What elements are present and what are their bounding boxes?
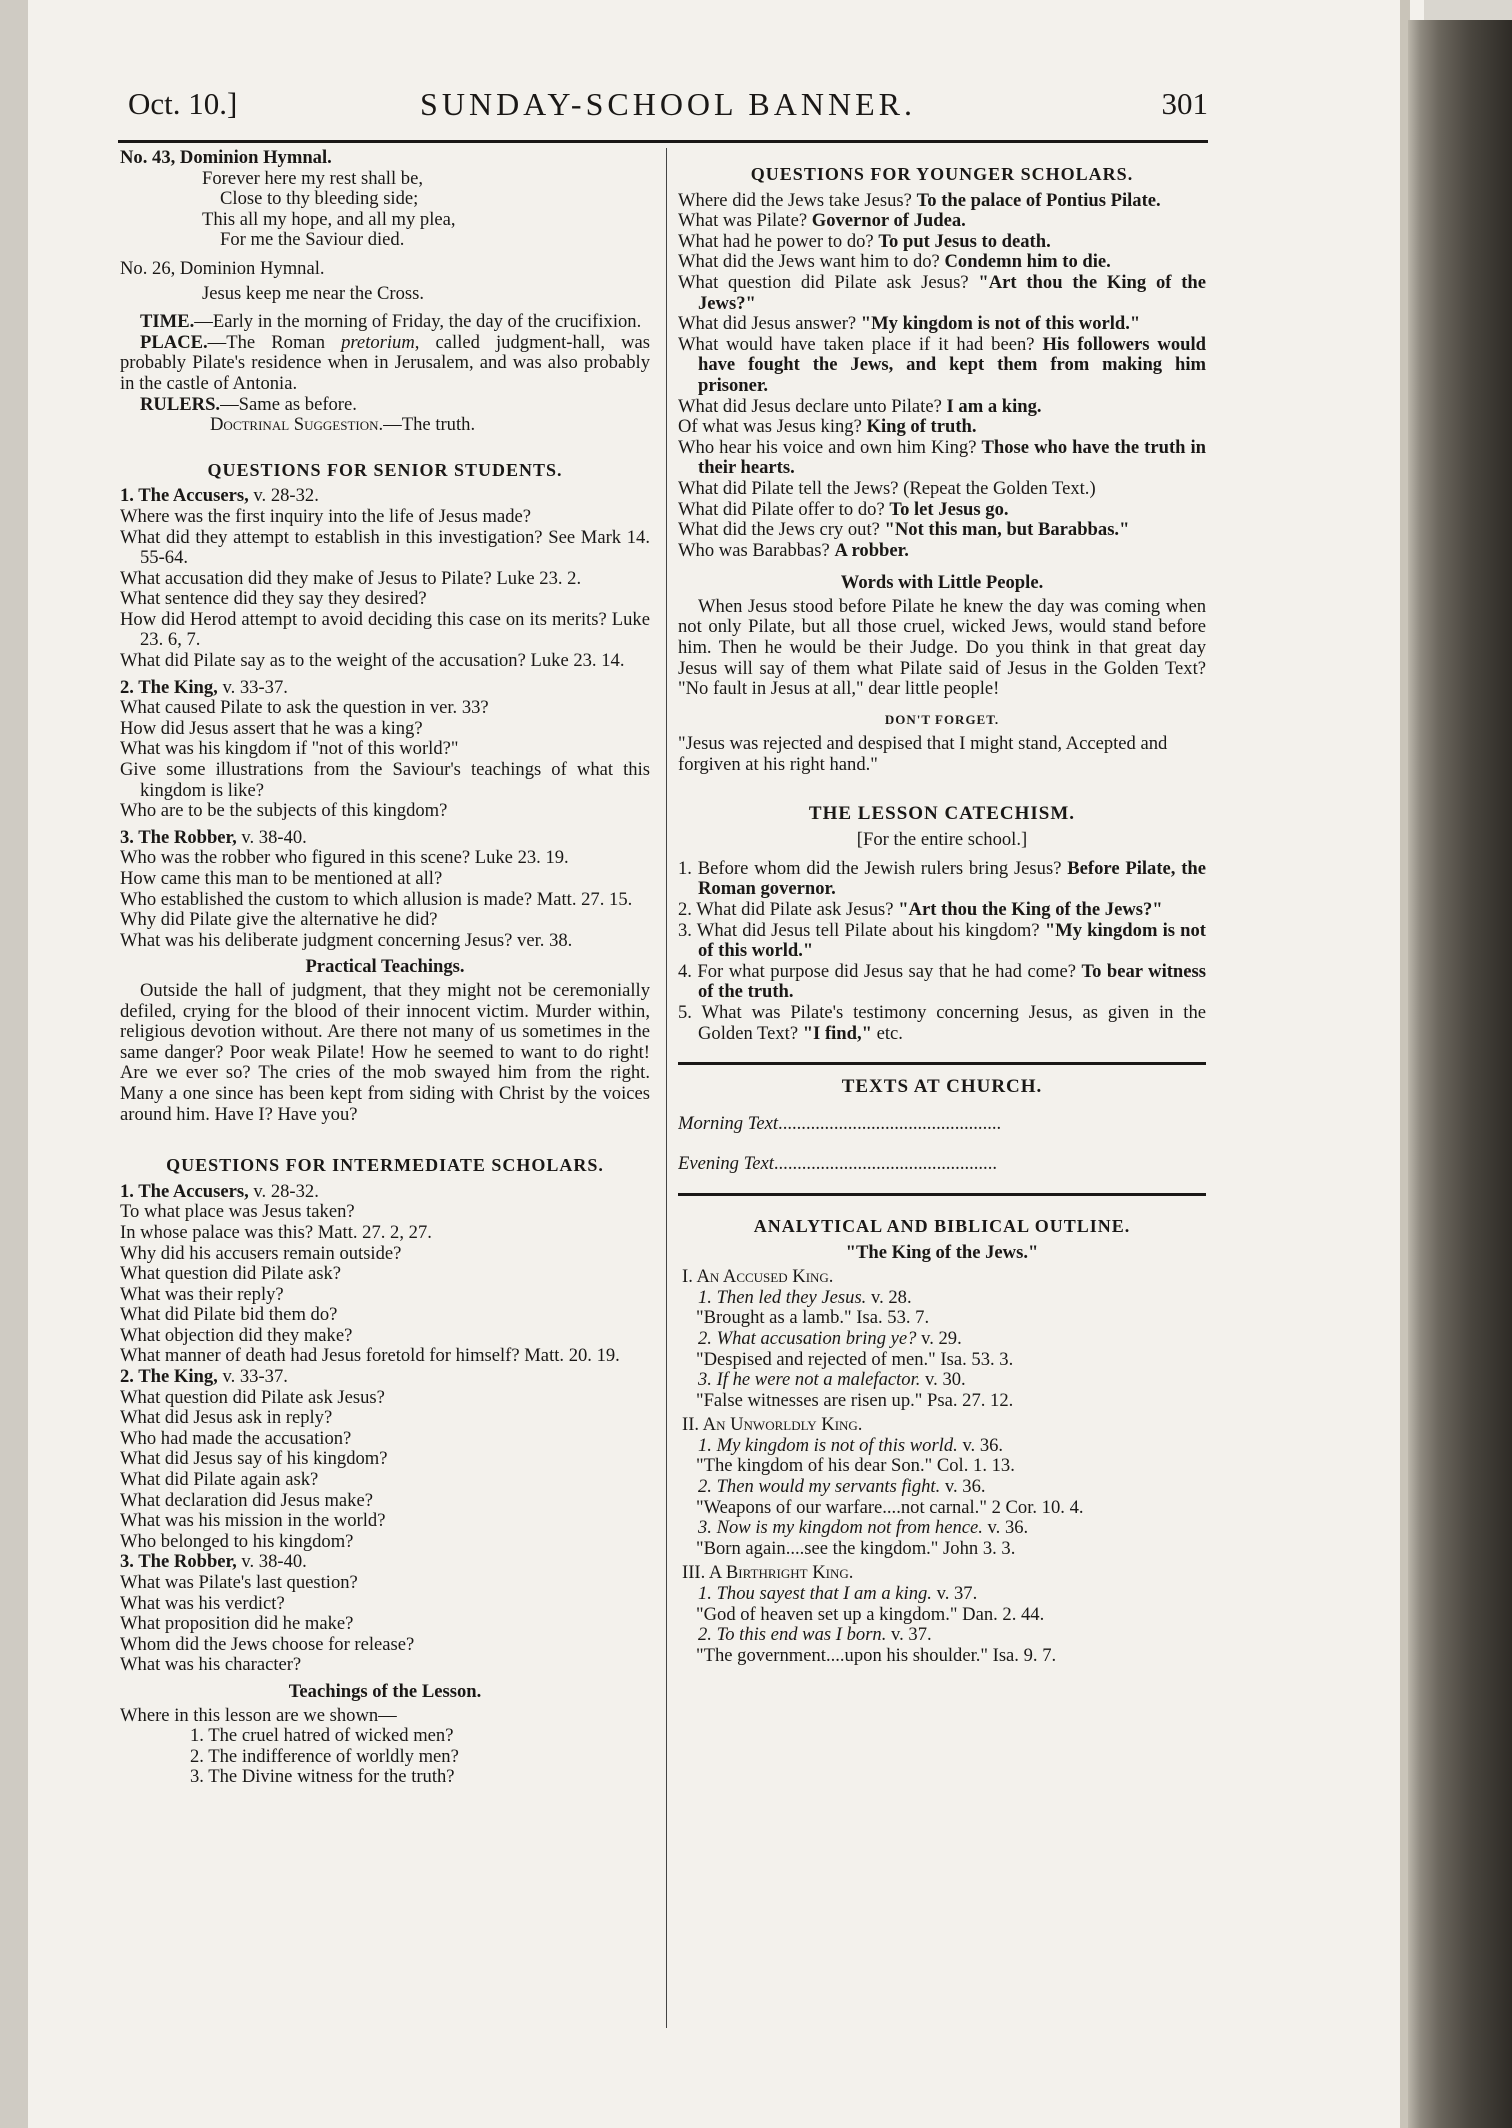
question-line: How did Jesus assert that he was a king?: [120, 717, 423, 739]
younger-heading: QUESTIONS FOR YOUNGER SCHOLARS.: [750, 164, 1134, 184]
catechism-sub: [For the entire school.]: [856, 829, 1028, 851]
practical-heading: Practical Teachings.: [305, 956, 465, 978]
qa-line: [678, 314, 1206, 335]
header-title: SUNDAY-SCHOOL BANNER.: [420, 86, 916, 122]
qa-note: (Repeat the Golden Text.): [903, 477, 1096, 499]
outline-item-ref: v. 30.: [920, 1369, 966, 1391]
outline-quote: "Despised and rejected of men." Isa. 53. 3.: [696, 1348, 1014, 1370]
outline-item-text: 1. My kingdom is not of this world.: [698, 1434, 958, 1456]
words-heading: Words with Little People.: [840, 572, 1044, 594]
qa-question: What did Jesus answer?: [678, 313, 857, 335]
outline-heading: ANALYTICAL AND BIBLICAL OUTLINE.: [753, 1215, 1131, 1236]
book-edge: [1408, 20, 1512, 2128]
catechism-answer: "Art thou the King of the Jews?": [898, 899, 1163, 920]
qa-line: [678, 520, 1206, 541]
doctrinal-note: Doctrinal Suggestion.—The truth.: [210, 414, 476, 436]
section-head: 3. The Robber, v. 38-40.: [120, 826, 307, 848]
section-rule: [678, 1193, 1206, 1196]
place-note: PLACE.—The Roman pretorium, called judgment-hall, was probably Pilate's residence when in Jerusalem, and was also probably in the castle of Antonia.: [120, 331, 650, 394]
outline-item-text: 3. Now is my kingdom not from hence.: [698, 1517, 983, 1539]
qa-line: [678, 211, 1206, 232]
qa-line: [678, 438, 1206, 479]
qa-line: [678, 232, 1206, 253]
outline-section-head: I. An Accused King.: [682, 1266, 834, 1288]
question-line: Why did Pilate give the alternative he did?: [120, 909, 438, 931]
question-line: What was Pilate's last question?: [120, 1572, 358, 1593]
header-date: Oct. 10.]: [128, 86, 238, 121]
outline-quote: "Weapons of our warfare....not carnal." 2 Cor. 10. 4.: [696, 1496, 1084, 1518]
question-line: What was his character?: [120, 1654, 302, 1676]
qa-question: Where did the Jews take Jesus?: [678, 189, 912, 211]
outline-item: [678, 1625, 1206, 1646]
dont-forget-label: DON'T FORGET.: [884, 711, 1000, 727]
qa-answer: Those who have the truth in their hearts.: [698, 436, 1207, 479]
catechism-question: 1. Before whom did the Jewish rulers bring Jesus?: [678, 857, 1062, 879]
senior-heading: QUESTIONS FOR SENIOR STUDENTS.: [207, 459, 563, 480]
left-column: [120, 148, 650, 1788]
qa-answer: To let Jesus go.: [889, 498, 1009, 520]
question-line: What manner of death had Jesus foretold for himself? Matt. 20. 19.: [120, 1345, 620, 1367]
hymn-label: No. 43, Dominion Hymnal.: [120, 147, 332, 168]
catechism-heading: THE LESSON CATECHISM.: [808, 802, 1076, 824]
qa-answer: "My kingdom is not of this world.": [860, 313, 1141, 335]
catechism-question: 2. What did Pilate ask Jesus?: [678, 899, 894, 920]
qa-answer: "Art thou the King of the Jews?": [698, 271, 1207, 314]
qa-question: Who hear his voice and own him King?: [678, 436, 977, 458]
younger-qa: [678, 191, 1206, 562]
outline-quote: "Born again....see the kingdom." John 3. 3.: [696, 1537, 1016, 1559]
question-line: 2. The indifference of worldly men?: [190, 1745, 459, 1767]
qa-line: [678, 541, 1206, 562]
question-line: What was his deliberate judgment concerning Jesus? ver. 38.: [120, 929, 573, 951]
qa-answer: "Not this man, but Barabbas.": [884, 519, 1130, 541]
question-line: What did Pilate say as to the weight of the accusation? Luke 23. 14.: [120, 650, 625, 672]
column-separator: [666, 148, 667, 2028]
qa-answer: His followers would have fought the Jews, and kept them from making him prisoner.: [698, 333, 1206, 396]
qa-question: Who was Barabbas?: [678, 539, 830, 561]
question-line: Whom did the Jews choose for release?: [120, 1633, 415, 1655]
outline-item-text: 1. Then led they Jesus.: [698, 1286, 867, 1308]
outline-section-head: III. A Birthright King.: [682, 1562, 854, 1584]
question-line: What question did Pilate ask Jesus?: [120, 1386, 385, 1408]
question-line: What declaration did Jesus make?: [120, 1489, 373, 1511]
outline-item: [678, 1370, 1206, 1391]
qa-question: What did the Jews cry out?: [678, 519, 880, 541]
outline-item: [678, 1477, 1206, 1498]
question-line: How did Herod attempt to avoid deciding this case on its merits? Luke 23. 6, 7.: [120, 608, 650, 651]
qa-line: [678, 500, 1206, 521]
section-head: 1. The Accusers, v. 28-32.: [120, 1180, 319, 1202]
senior-questions-3: [120, 848, 650, 951]
outline-item-text: 2. What accusation bring ye?: [698, 1327, 917, 1349]
qa-line: [678, 252, 1206, 273]
outline-item-text: 2. To this end was I born.: [698, 1624, 887, 1646]
question-line: What was his kingdom if "not of this world?": [120, 738, 459, 760]
time-note: TIME.—Early in the morning of Friday, the day of the crucifixion.: [140, 311, 642, 333]
outline-item: [678, 1584, 1206, 1605]
question-line: Who belonged to his kingdom?: [120, 1530, 354, 1552]
question-line: How came this man to be mentioned at all?: [120, 868, 443, 889]
catechism-item: [678, 900, 1206, 921]
question-line: Who was the robber who figured in this scene? Luke 23. 19.: [120, 847, 569, 869]
hymn-line: For me the Saviour died.: [220, 229, 405, 251]
catechism-list: [678, 859, 1206, 1044]
catechism-item: [678, 859, 1206, 900]
senior-questions-2: [120, 698, 650, 822]
section-head: 1. The Accusers, v. 28-32.: [120, 485, 319, 507]
question-line: What did Pilate again ask?: [120, 1469, 319, 1491]
outline-item-ref: v. 29.: [916, 1327, 962, 1349]
catechism-question: 3. What did Jesus tell Pilate about his kingdom?: [678, 919, 1040, 941]
outline-item: [678, 1288, 1206, 1309]
question-line: What caused Pilate to ask the question in ver. 33?: [120, 697, 489, 719]
outline-item: [678, 1518, 1206, 1539]
words-text: When Jesus stood before Pilate he knew the day was coming when not only Pilate, but all those cruel, wicked Jews, would stand before him. Then he would be their Judge. Do you think in that great day Jesus will say of them what Pilate said of Jesus in the Golden Text? "No fault in Jesus at all," dear little people!: [678, 595, 1206, 700]
qa-line: [678, 335, 1206, 397]
outline-item: [678, 1329, 1206, 1350]
qa-question: Of what was Jesus king?: [678, 416, 862, 438]
qa-question: What did Pilate tell the Jews?: [678, 477, 899, 499]
outline-item: [678, 1436, 1206, 1457]
outline-item-ref: v. 36.: [957, 1434, 1004, 1456]
outline-item-text: 2. Then would my servants fight.: [698, 1476, 941, 1498]
catechism-item: [678, 1003, 1206, 1044]
intermediate-questions-3: [120, 1573, 650, 1676]
qa-question: What did Jesus declare unto Pilate?: [678, 395, 942, 417]
qa-answer: I am a king.: [946, 395, 1042, 417]
practical-text: Outside the hall of judgment, that they might not be ceremonially defiled, crying for the blood of their innocent victim. Murder within, religious devotion without. Are there not many of us sometimes in the same danger? Poor weak Pilate! How he seemed to want to do right! Are we ever so? The cries of the mob swayed him from the right. Many a one since has been kept from siding with Christ by the voices around him. Have I? Have you?: [120, 979, 650, 1125]
catechism-answer: Before Pilate, the Roman governor.: [698, 857, 1207, 900]
intermediate-heading: QUESTIONS FOR INTERMEDIATE SCHOLARS.: [166, 1155, 604, 1176]
hymn-line: Close to thy bleeding side;: [220, 188, 419, 210]
question-line: 1. The cruel hatred of wicked men?: [190, 1725, 454, 1747]
outline-list: [678, 1267, 1206, 1666]
question-line: Who had made the accusation?: [120, 1427, 352, 1449]
question-line: Why did his accusers remain outside?: [120, 1242, 402, 1264]
question-line: Who are to be the subjects of this kingdom?: [120, 800, 448, 822]
question-line: What did Jesus ask in reply?: [120, 1407, 333, 1429]
qa-line: [678, 191, 1206, 212]
catechism-answer: "I find,": [802, 1022, 872, 1044]
outline-quote: "The government....upon his shoulder." Isa. 9. 7.: [696, 1644, 1057, 1666]
outline-quote: "False witnesses are risen up." Psa. 27. 12.: [696, 1389, 1014, 1411]
catechism-question: 4. For what purpose did Jesus say that he had come?: [678, 960, 1076, 982]
qa-answer: A robber.: [834, 539, 909, 561]
question-line: What did Jesus say of his kingdom?: [120, 1448, 388, 1470]
catechism-answer: To bear witness of the truth.: [698, 960, 1207, 1003]
section-head: 2. The King, v. 33-37.: [120, 676, 288, 698]
question-line: What was his verdict?: [120, 1592, 285, 1614]
question-line: What did Pilate bid them do?: [120, 1304, 338, 1326]
qa-line: [678, 479, 1206, 500]
question-line: 3. The Divine witness for the truth?: [190, 1766, 455, 1788]
question-line: Give some illustrations from the Saviour's teachings of what this kingdom is like?: [120, 759, 650, 801]
catechism-item: [678, 921, 1206, 962]
qa-answer: Condemn him to die.: [944, 251, 1111, 273]
qa-answer: Governor of Judea.: [811, 210, 966, 232]
question-line: Where was the first inquiry into the life of Jesus made?: [120, 505, 532, 527]
outline-item-ref: v. 28.: [866, 1286, 912, 1308]
qa-question: What did Pilate offer to do?: [678, 498, 885, 520]
evening-text-line: Evening Text................................................: [678, 1154, 997, 1175]
question-line: What question did Pilate ask?: [120, 1263, 342, 1285]
section-rule: [678, 1062, 1206, 1065]
outline-quote: "God of heaven set up a kingdom." Dan. 2. 44.: [696, 1603, 1045, 1625]
question-line: What proposition did he make?: [120, 1613, 354, 1635]
qa-line: [678, 273, 1206, 314]
intermediate-questions-1: [120, 1202, 650, 1367]
hymn-line: Forever here my rest shall be,: [202, 167, 423, 189]
right-column: [678, 148, 1206, 1666]
qa-question: What was Pilate?: [678, 210, 808, 232]
qa-answer: King of truth.: [866, 416, 977, 438]
section-head: 2. The King, v. 33-37.: [120, 1366, 288, 1388]
outline-item-ref: v. 36.: [940, 1476, 986, 1498]
texts-heading: TEXTS AT CHURCH.: [841, 1076, 1043, 1098]
page-number: 301: [1161, 86, 1208, 121]
intermediate-questions-2: [120, 1388, 650, 1553]
lesson-teachings-list: [120, 1726, 650, 1788]
section-head: 3. The Robber, v. 38-40.: [120, 1551, 307, 1573]
qa-question: What would have taken place if it had been?: [678, 333, 1035, 355]
question-line: In whose palace was this? Matt. 27. 2, 27.: [120, 1221, 432, 1243]
question-line: To what place was Jesus taken?: [120, 1201, 355, 1223]
lesson-teachings-intro: Where in this lesson are we shown—: [120, 1704, 397, 1726]
question-line: What objection did they make?: [120, 1324, 353, 1346]
outline-item-ref: v. 37.: [931, 1583, 978, 1605]
dont-forget-text: "Jesus was rejected and despised that I might stand, Accepted and forgiven at his right hand.": [678, 733, 1168, 776]
rulers-note: RULERS.—Same as before.: [140, 393, 357, 415]
hymn-label: No. 26, Dominion Hymnal.: [120, 257, 325, 279]
catechism-tail: etc.: [871, 1022, 903, 1044]
catechism-answer: "My kingdom is not of this world.": [698, 919, 1206, 962]
qa-question: What question did Pilate ask Jesus?: [678, 271, 969, 293]
running-header: [128, 86, 1208, 136]
morning-text-line: Morning Text................................................: [678, 1113, 1002, 1134]
question-line: What was their reply?: [120, 1283, 284, 1305]
catechism-question: 5. What was Pilate's testimony concerning Jesus, as given in the Golden Text?: [678, 1001, 1206, 1044]
question-line: What did they attempt to establish in this investigation? See Mark 14. 55-64.: [120, 526, 650, 569]
outline-quote: "Brought as a lamb." Isa. 53. 7.: [696, 1307, 930, 1329]
header-rule: [118, 140, 1208, 143]
hymn-line: Jesus keep me near the Cross.: [202, 282, 425, 304]
lesson-teachings-heading: Teachings of the Lesson.: [288, 1680, 482, 1702]
qa-question: What did the Jews want him to do?: [678, 251, 940, 273]
qa-question: What had he power to do?: [678, 230, 874, 252]
outline-item-ref: v. 37.: [886, 1624, 932, 1646]
question-line: Who established the custom to which allusion is made? Matt. 27. 15.: [120, 888, 633, 910]
outline-item-ref: v. 36.: [982, 1517, 1029, 1539]
question-line: What sentence did they say they desired?: [120, 588, 427, 610]
qa-answer: To put Jesus to death.: [878, 230, 1051, 252]
qa-line: [678, 397, 1206, 418]
outline-sub: "The King of the Jews.": [845, 1241, 1039, 1263]
question-line: What accusation did they make of Jesus to Pilate? Luke 23. 2.: [120, 567, 582, 589]
outline-item-text: 3. If he were not a malefactor.: [698, 1369, 921, 1391]
qa-answer: To the palace of Pontius Pilate.: [916, 189, 1161, 211]
hymn-line: This all my hope, and all my plea,: [202, 208, 456, 230]
question-line: What was his mission in the world?: [120, 1510, 386, 1532]
outline-section-head: II. An Unworldly King.: [682, 1414, 863, 1436]
outline-quote: "The kingdom of his dear Son." Col. 1. 13.: [696, 1455, 1015, 1477]
senior-questions-1: [120, 507, 650, 672]
qa-line: [678, 417, 1206, 438]
outline-item-text: 1. Thou sayest that I am a king.: [698, 1583, 932, 1605]
catechism-item: [678, 962, 1206, 1003]
